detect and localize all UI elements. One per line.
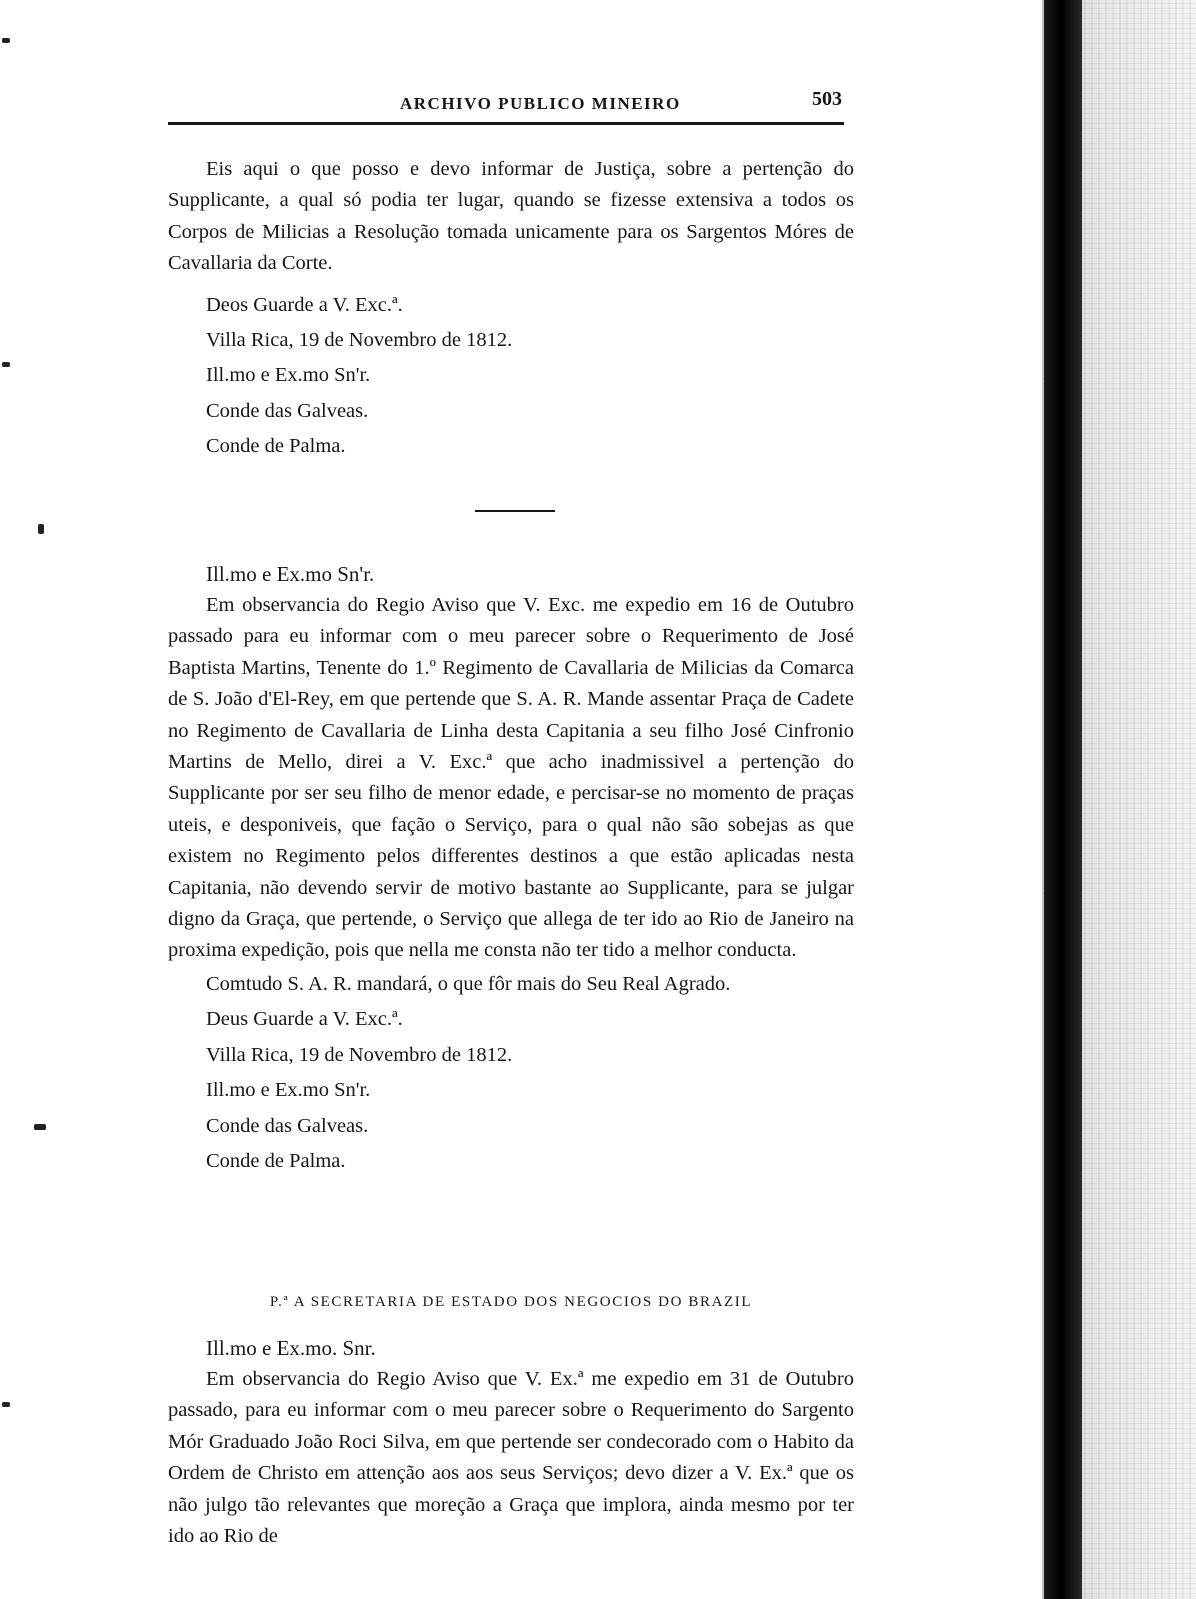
- closing-address: Ill.mo e Ex.mo Sn'r.: [206, 1079, 371, 1102]
- signature-line: Conde de Palma.: [206, 435, 346, 458]
- margin-speck: [34, 1124, 46, 1130]
- letter-three-body: Em observancia do Regio Aviso que V. Ex.ª me expedio em 31 de Outubro passado, para eu informar com o meu parecer sobre o Requerimento do Sargento Mór Graduado João Roci Silva, em que pertende ser condecorado com o Habito da Ordem de Christo em attenção aos aos seus Serviços; devo dizer a V. Ex.ª que os não julgo tão relevantes que moreção a Graça que implora, ainda mesmo por ter ido ao Rio de: [168, 1368, 854, 1548]
- closing-greeting: Deus Guarde a V. Exc.ª.: [206, 1008, 403, 1031]
- running-title: ARCHIVO PUBLICO MINEIRO: [400, 94, 681, 113]
- margin-speck: [2, 1402, 10, 1407]
- signature-line: Conde de Palma.: [206, 1149, 346, 1172]
- book-spine-shadow: [1044, 0, 1082, 1599]
- margin-speck: [2, 362, 10, 367]
- closing-remark: Comtudo S. A. R. mandará, o que fôr mais do Seu Real Agrado.: [206, 972, 731, 995]
- signature-line: Conde das Galveas.: [206, 1114, 369, 1137]
- page-number: 503: [812, 88, 842, 110]
- closing-greeting: Deos Guarde a V. Exc.ª.: [206, 293, 403, 316]
- margin-speck: [2, 38, 10, 43]
- salutation: Ill.mo e Ex.mo. Snr.: [206, 1336, 376, 1360]
- letter-three: [168, 1332, 854, 1552]
- margin-speck: [38, 524, 44, 534]
- letter-one: [168, 154, 854, 465]
- letter-two-body: Em observancia do Regio Aviso que V. Exc. me expedio em 16 de Outubro passado para eu informar com o meu parecer sobre o Requerimento de José Baptista Martins, Tenente do 1.º Regimento de Cavallaria de Milicias da Comarca de S. João d'El-Rey, em que pertende que S. A. R. Mande assentar Praça de Cadete no Regimento de Cavallaria de Linha desta Capitania a seu filho José Cinfronio Martins de Mello, direi a V. Exc.ª que acho inadmissivel a pertenção do Supplicante por ser seu filho de menor edade, e percisar-se no momento de praças uteis, e desponiveis, que fação o Serviço, para o qual não são sobejas as que existem no Regimento pelos differentes destinos a que estão aplicadas nesta Capitania, não devendo servir de motivo bastante ao Supplicante, para se julgar digno da Graça, que pertende, o Serviço que allega de ter ido ao Rio de Janeiro na proxima expedição, pois que nella me consta não ter tido a melhor conducta.: [168, 594, 854, 962]
- page-header: [168, 88, 854, 118]
- closing-address: Ill.mo e Ex.mo Sn'r.: [206, 364, 371, 387]
- letter-two: [168, 558, 854, 1179]
- section-divider: [475, 510, 555, 512]
- signature-line: Conde das Galveas.: [206, 399, 369, 422]
- header-rule: [168, 122, 844, 125]
- letter-one-body: Eis aqui o que posso e devo informar de Justiça, sobre a pertenção do Supplicante, a qual só podia ter lugar, quando se fizesse extensiva a todos os Corpos de Milicias a Resolução tomada unicamente para os Sargentos Móres de Cavallaria da Corte.: [168, 158, 854, 275]
- salutation: Ill.mo e Ex.mo Sn'r.: [206, 562, 375, 586]
- section-heading: P.ª A SECRETARIA DE ESTADO DOS NEGOCIOS DO BRAZIL: [269, 1294, 753, 1310]
- closing-date: Villa Rica, 19 de Novembro de 1812.: [206, 329, 513, 352]
- closing-date: Villa Rica, 19 de Novembro de 1812.: [206, 1043, 513, 1066]
